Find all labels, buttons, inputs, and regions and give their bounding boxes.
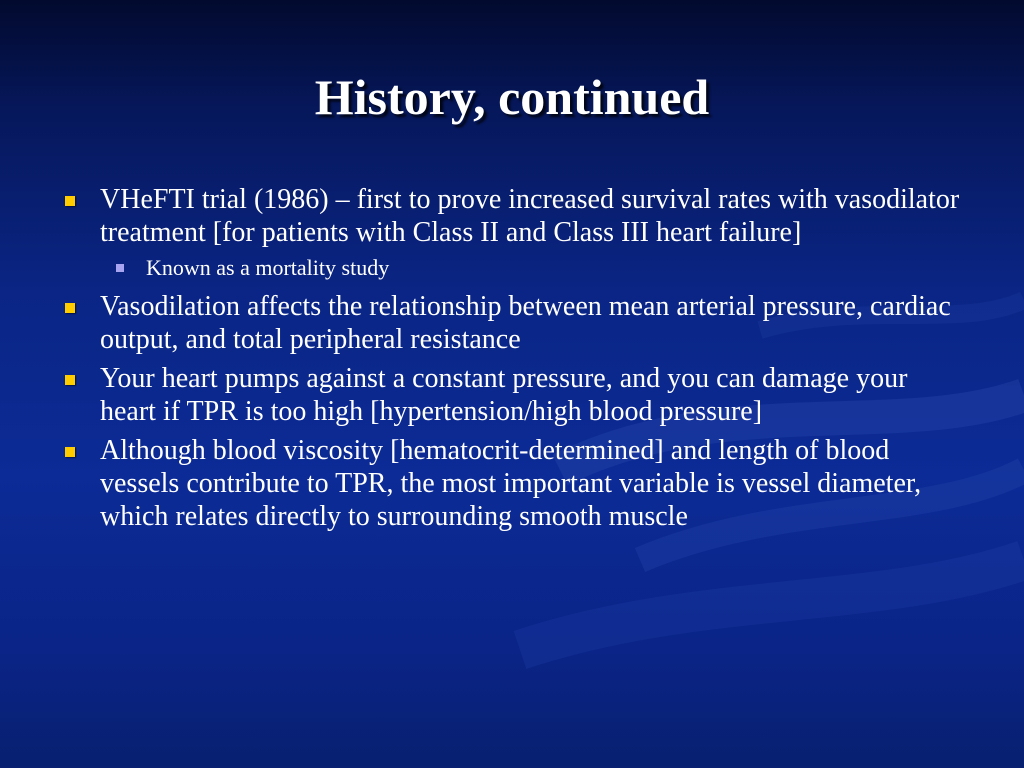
bullet-list [62,183,962,539]
bullet-text: Although blood viscosity [hematocrit-determined] and length of blood vessels contribute to TPR, the most important variable is vessel diameter, which relates directly to surrounding smooth muscle [100,435,922,532]
square-bullet-icon [65,196,75,206]
bullet-item [62,434,962,533]
bullet-text: VHeFTI trial (1986) – first to prove increased survival rates with vasodilator treatment [for patients with Class II and Class III heart failure] [100,184,960,248]
sub-bullet-text: Known as a mortality study [146,255,390,280]
square-bullet-icon [65,447,75,457]
sub-bullet-item [62,255,962,281]
square-bullet-icon [65,303,75,313]
square-bullet-icon [65,375,75,385]
square-bullet-icon [116,264,124,272]
bullet-item [62,183,962,249]
slide-title: History, continued [314,69,710,125]
bullet-text: Your heart pumps against a constant pressure, and you can damage your heart if TPR is too high [hypertension/high blood pressure] [100,363,908,427]
bullet-item [62,290,962,356]
bullet-item [62,362,962,428]
bullet-text: Vasodilation affects the relationship between mean arterial pressure, cardiac output, and total peripheral resistance [100,291,951,355]
